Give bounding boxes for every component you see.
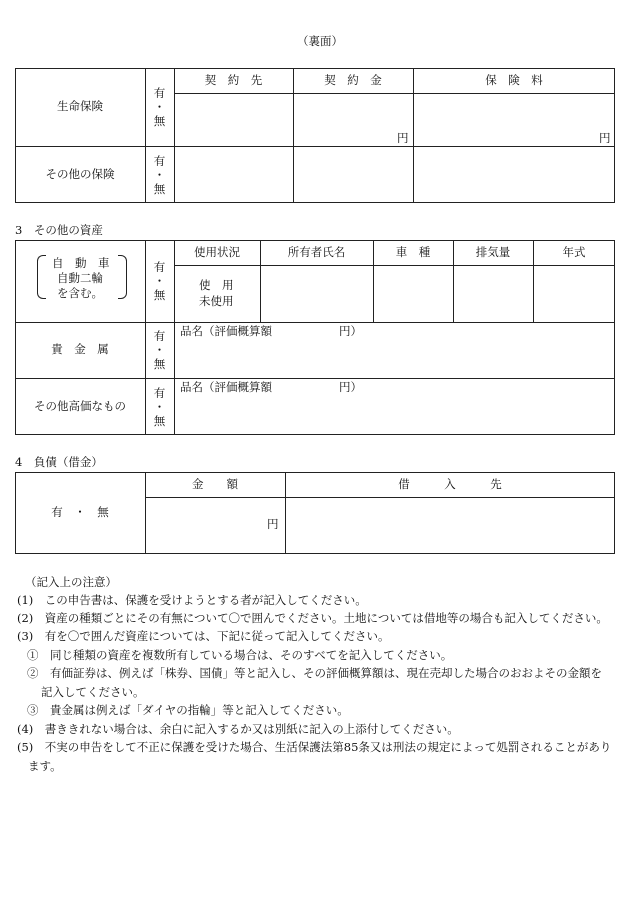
precious-metal-item-name: 品名（評価概算額 <box>180 324 272 338</box>
life-insurance-premium-yen: 円 <box>599 131 611 145</box>
valuables-item-name: 品名（評価概算額 <box>180 380 272 394</box>
note-line-2: (2) 資産の種類ごとにその有無について〇で囲んでください。土地については借地等の場合も記入してください。 <box>17 611 608 625</box>
vehicle-label-line3: を含む。 <box>57 286 103 300</box>
no-option[interactable]: 無 <box>153 114 166 128</box>
other-assets-heading: 3 その他の資産 <box>15 223 103 237</box>
life-insurance-yes-no[interactable] <box>145 68 174 146</box>
valuables-label: その他高価なもの <box>34 398 126 413</box>
vehicle-header-type: 車 種 <box>395 244 431 259</box>
usage-option-unused[interactable]: 未使用 <box>199 294 234 308</box>
vehicle-label-left-bracket <box>37 255 46 299</box>
dot-separator: ・ <box>153 343 166 357</box>
dot-separator: ・ <box>153 399 166 414</box>
life-insurance-label: 生命保険 <box>57 99 103 114</box>
debt-yes-no[interactable]: 有 ・ 無 <box>51 505 109 520</box>
yes-option[interactable]: 有 <box>153 260 166 274</box>
no-option[interactable]: 無 <box>153 357 166 371</box>
note-line-3-2: ② 有価証券は、例えば「株券、国債」等と記入し、その評価概算額は、現在売却した場合のおおよその金額を <box>27 666 602 680</box>
note-line-3-3: ③ 貴金属は例えば「ダイヤの指輪」等と記入してください。 <box>27 703 349 717</box>
precious-metal-label: 貴 金 属 <box>51 342 109 357</box>
yes-option[interactable]: 有 <box>153 153 166 168</box>
note-line-1: (1) この申告書は、保護を受けようとする者が記入してください。 <box>17 593 367 607</box>
no-option[interactable]: 無 <box>153 288 166 302</box>
yes-option[interactable]: 有 <box>153 385 166 400</box>
no-option[interactable]: 無 <box>153 413 166 428</box>
debt-header-lender: 借 入 先 <box>398 476 502 491</box>
debt-heading: 4 負債（借金） <box>15 455 103 469</box>
debt-header-amount: 金 額 <box>192 476 238 491</box>
life-insurance-amount-yen: 円 <box>397 131 409 145</box>
note-line-5-cont: ます。 <box>28 759 62 773</box>
vehicle-header-year: 年式 <box>562 244 586 259</box>
other-insurance-yes-no[interactable] <box>145 146 174 203</box>
debt-amount-yen: 円 <box>267 517 279 531</box>
precious-metal-item-yen: 円） <box>339 324 362 338</box>
valuables-yes-no[interactable] <box>145 378 174 435</box>
vehicle-header-usage: 使用状況 <box>194 244 240 259</box>
precious-metal-yes-no[interactable] <box>145 322 174 378</box>
vehicle-label-right-bracket <box>118 255 127 299</box>
note-line-3: (3) 有を〇で囲んだ資産については、下記に従って記入してください。 <box>17 629 390 643</box>
note-line-4: (4) 書ききれない場合は、余白に記入するか又は別紙に記入の上添付してください。 <box>17 722 459 736</box>
insurance-header-amount: 契 約 金 <box>324 72 382 87</box>
note-line-3-2-cont: 記入してください。 <box>41 685 145 699</box>
other-insurance-label: その他の保険 <box>45 166 115 181</box>
note-line-5: (5) 不実の申告をして不正に保護を受けた場合、生活保護法第85条又は刑法の規定によって処罰されることがあり <box>17 740 612 754</box>
dot-separator: ・ <box>153 274 166 288</box>
page-title: （裏面） <box>297 34 343 48</box>
dot-separator: ・ <box>153 167 166 182</box>
vehicle-yes-no[interactable] <box>145 240 174 322</box>
no-option[interactable]: 無 <box>153 181 166 196</box>
vehicle-header-owner: 所有者氏名 <box>287 244 346 259</box>
vehicle-label-line1: 自 動 車 <box>52 256 110 270</box>
usage-option-used[interactable]: 使 用 <box>199 278 234 292</box>
note-line-3-1: ① 同じ種類の資産を複数所有している場合は、そのすべてを記入してください。 <box>27 648 453 662</box>
vehicle-label-line2: 自動二輪 <box>57 271 103 285</box>
yes-option[interactable]: 有 <box>153 86 166 100</box>
dot-separator: ・ <box>153 100 166 114</box>
vehicle-header-displacement: 排気量 <box>475 244 511 259</box>
notes-heading: （記入上の注意） <box>25 575 117 589</box>
yes-option[interactable]: 有 <box>153 329 166 343</box>
valuables-item-yen: 円） <box>339 380 362 394</box>
insurance-header-contractor: 契 約 先 <box>204 72 263 87</box>
insurance-header-premium: 保 険 料 <box>485 72 543 87</box>
